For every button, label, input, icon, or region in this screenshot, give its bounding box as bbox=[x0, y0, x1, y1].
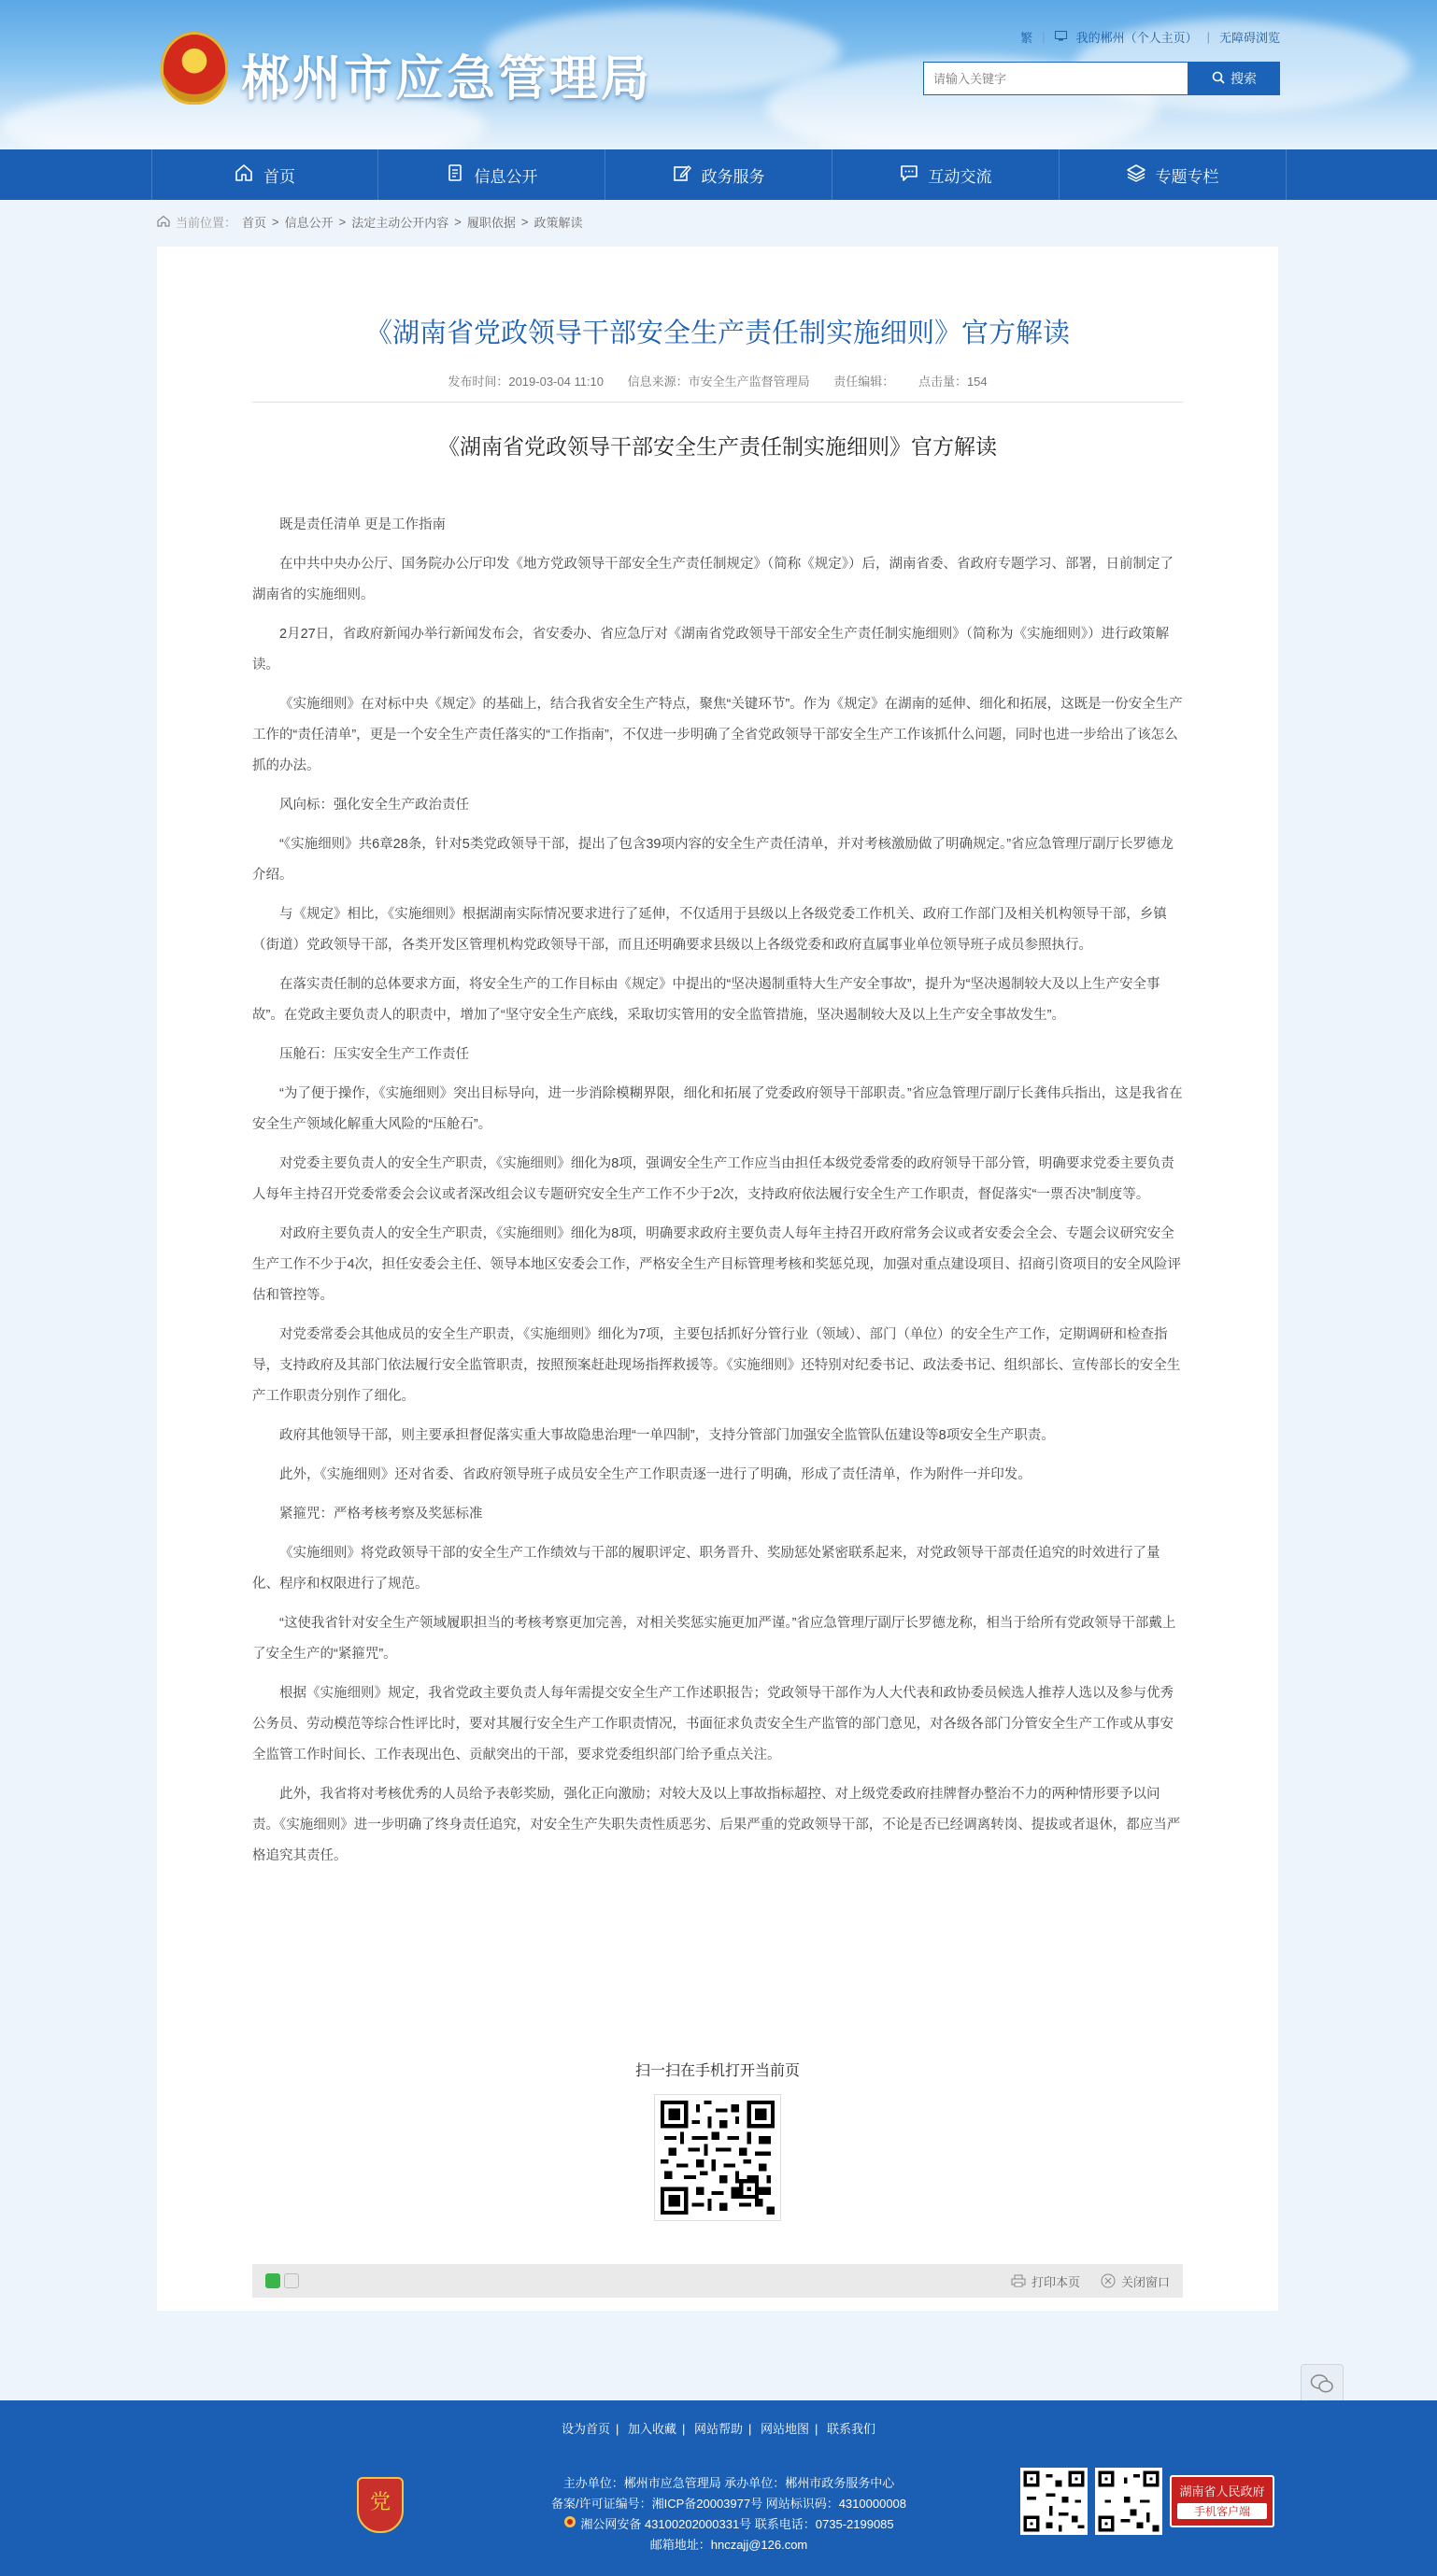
article-paragraph: 2月27日，省政府新闻办举行新闻发布会，省安委办、省应急厅对《湖南省党政领导干部安全生产责任制实施细则》（简称为《实施细则》）进行政策解读。 bbox=[252, 627, 1170, 672]
qr-area bbox=[157, 2059, 1278, 2220]
breadcrumb-separator: > bbox=[338, 215, 347, 229]
weibo-share-icon[interactable] bbox=[284, 2273, 299, 2288]
footer-email: 邮箱地址：hnczajj@126.com bbox=[649, 2538, 808, 2552]
article-paragraph: 根据《实施细则》规定，我省党政主要负责人每年需提交安全生产工作述职报告；党政领导干部作为人大代表和政协委员候选人推荐人选以及参与优秀公务员、劳动模范等综合性评比时，要对其履行安全生产工作职责情况，书面征求负责安全生产监管的部门意见，对各级各部门分管安全生产工作或从事安全监管工作时间长、工作表现出色、贡献突出的干部，要求党委组织部门给予重点关注。 bbox=[252, 1686, 1174, 1762]
title-divider bbox=[252, 402, 1183, 403]
article-paragraph: 压舱石：压实安全生产工作责任 bbox=[279, 1047, 469, 1062]
article-paragraph: 对政府主要负责人的安全生产职责，《实施细则》细化为8项，明确要求政府主要负责人每年主持召开政府常务会议或者安委会全会、专题会议研究安全生产工作不少于4次，担任安委会主任、领导本地区安委会工作，严格安全生产目标管理考核和奖惩兑现，加强对重点建设项目、招商引资项目的安全风险评估和管控等。 bbox=[252, 1226, 1182, 1303]
article-paragraph: 既是责任清单 更是工作指南 bbox=[279, 517, 447, 532]
search-box bbox=[923, 62, 1280, 95]
article-paragraph: “《实施细则》共6章28条，针对5类党政领导干部，提出了包含39项内容的安全生产责任清单，并对考核激励做了明确规定。”省应急管理厅副厅长罗德龙介绍。 bbox=[252, 837, 1174, 883]
accessibility-link[interactable]: 无障碍浏览 bbox=[1218, 31, 1280, 45]
party-gov-badge[interactable]: 党 bbox=[357, 2477, 404, 2533]
article-paragraph: “这使我省针对安全生产领域履职担当的考核考察更加完善，对相关奖惩实施更加严谨。”省应急管理厅副厅长罗德龙称，相当于给所有党政领导干部戴上了安全生产的“紧箍咒”。 bbox=[252, 1616, 1176, 1662]
home-icon bbox=[234, 163, 254, 188]
close-icon bbox=[1101, 2273, 1116, 2288]
footer-link-favorite[interactable]: 加入收藏 bbox=[627, 2422, 676, 2436]
nav-item-label: 信息公开 bbox=[474, 167, 538, 186]
article-paragraph: 在落实责任制的总体要求方面，将安全生产的工作目标由《规定》中提出的“坚决遏制重特大生产安全事故”，提升为“坚决遏制较大及以上生产安全事故”。在党政主要负责人的职责中，增加了“坚守安全生产底线，采取切实管用的安全监管措施，坚决遏制较大及以上生产安全事故发生”。 bbox=[252, 977, 1160, 1023]
share-bar bbox=[252, 2264, 1183, 2298]
layers-icon bbox=[1126, 163, 1146, 188]
footer-qr-code bbox=[1095, 2468, 1162, 2535]
home-icon bbox=[157, 215, 170, 230]
article-paragraph: 紧箍咒：严格考核考察及奖惩标准 bbox=[279, 1507, 483, 1522]
national-emblem-logo[interactable]: ★ bbox=[161, 32, 228, 105]
breadcrumb-link[interactable]: 政策解读 bbox=[534, 216, 583, 230]
article-paragraph: 与《规定》相比，《实施细则》根据湖南实际情况要求进行了延伸，不仅适用于县级以上各级党委工作机关、政府工作部门及相关机构领导干部，乡镇（街道）党政领导干部，各类开发区管理机构党政领导干部，而且还明确要求县级以上各级党委和政府直属事业单位领导班子成员参照执行。 bbox=[252, 907, 1167, 953]
breadcrumb-link[interactable]: 履职依据 bbox=[466, 216, 516, 230]
search-button[interactable] bbox=[1188, 62, 1280, 95]
separator: | bbox=[1042, 30, 1046, 44]
nav-item-label: 首页 bbox=[263, 167, 295, 186]
monitor-icon bbox=[1055, 30, 1067, 44]
top-links bbox=[1020, 28, 1280, 46]
site-header bbox=[0, 0, 1437, 149]
search-input[interactable] bbox=[923, 62, 1188, 95]
nav-item-info-disclosure[interactable] bbox=[378, 149, 605, 200]
nav-item-interaction[interactable] bbox=[832, 149, 1060, 200]
article-paragraph: 在中共中央办公厅、国务院办公厅印发《地方党政领导干部安全生产责任制规定》（简称《规定》）后，湖南省委、省政府专题学习、部署，日前制定了湖南省的实施细则。 bbox=[252, 557, 1174, 602]
wechat-icon bbox=[1310, 2373, 1334, 2399]
article-paragraph: 《实施细则》在对标中央《规定》的基础上，结合我省安全生产特点，聚焦“关键环节”。作为《规定》在湖南的延伸、细化和拓展，这既是一份安全生产工作的“责任清单”，更是一个安全生产责任落实的“工作指南”，不仅进一步明确了全省党政领导干部安全生产工作该抓什么问题，同时也进一步给出了该怎么抓的办法。 bbox=[252, 697, 1183, 773]
footer-police-text: 湘公网安备 43100202000331号 联系电话：0735-2199085 bbox=[580, 2517, 894, 2531]
gov-badge-sub: 手机客户端 bbox=[1177, 2503, 1267, 2519]
search-icon bbox=[1212, 71, 1225, 87]
article-body bbox=[252, 510, 1183, 1880]
article-meta bbox=[157, 372, 1278, 389]
nav-item-label: 专题专栏 bbox=[1155, 167, 1219, 186]
search-button-label: 搜索 bbox=[1231, 71, 1257, 86]
hunan-gov-mobile-client-badge[interactable] bbox=[1170, 2475, 1274, 2527]
info-source: 信息来源：市安全生产监督管理局 bbox=[627, 375, 810, 389]
chat-icon bbox=[899, 163, 919, 188]
edit-icon bbox=[672, 163, 692, 188]
footer-police bbox=[505, 2514, 953, 2535]
breadcrumb-link[interactable]: 首页 bbox=[242, 216, 267, 230]
publish-time: 发布时间：2019-03-04 11:10 bbox=[448, 375, 605, 389]
print-label: 打印本页 bbox=[1031, 2274, 1080, 2289]
article-paragraph: 对党委主要负责人的安全生产职责，《实施细则》细化为8项，强调安全生产工作应当由担任本级党委常委的政府领导干部分管，明确要求党委主要负责人每年主持召开党委常委会会议或者深改组会议专题研究安全生产工作不少于2次，支持政府依法履行安全生产工作职责，督促落实“一票否决”制度等。 bbox=[252, 1156, 1174, 1202]
breadcrumb-link[interactable]: 法定主动公开内容 bbox=[351, 216, 449, 230]
article-paragraph: 政府其他领导干部，则主要承担督促落实重大事故隐患治理“一单四制”，支持分管部门加强安全监管队伍建设等8项安全生产职责。 bbox=[279, 1428, 1055, 1443]
qr-label: 扫一扫在手机打开当前页 bbox=[634, 2063, 800, 2079]
breadcrumb-link[interactable]: 信息公开 bbox=[284, 216, 334, 230]
breadcrumb-separator: > bbox=[520, 215, 529, 229]
article-paragraph: 风向标：强化安全生产政治责任 bbox=[279, 798, 469, 813]
article-paragraph: 《实施细则》将党政领导干部的安全生产工作绩效与干部的履职评定、职务晋升、奖励惩处紧密联系起来，对党政领导干部责任追究的时效进行了量化、程序和权限进行了规范。 bbox=[252, 1546, 1160, 1592]
hit-count: 点击量：154 bbox=[918, 375, 988, 389]
site-title[interactable]: 郴州市应急管理局 bbox=[241, 51, 653, 107]
footer-link-contact[interactable]: 联系我们 bbox=[827, 2422, 876, 2436]
footer-host: 主办单位：郴州市应急管理局 承办单位：郴州市政务服务中心 bbox=[562, 2476, 895, 2490]
traditional-chinese-link[interactable]: 繁 bbox=[1020, 31, 1033, 45]
article-paragraph: 此外，我省将对考核优秀的人员给予表彰奖励，强化正向激励；对较大及以上事故指标超控、对上级党委政府挂牌督办整治不力的两种情形要予以问责。《实施细则》进一步明确了终身责任追究，对安全生产失职失责性质恶劣、后果严重的党政领导干部，不论是否已经调离转岗、提拔或者退休，都应当严格追究其责任。 bbox=[252, 1787, 1181, 1863]
article-paragraph: 此外，《实施细则》还对省委、省政府领导班子成员安全生产工作职责逐一进行了明确，形成了责任清单，作为附件一并印发。 bbox=[279, 1467, 1032, 1482]
footer-links: 设为首页 | 加入收藏 | 网站帮助 | 网站地图 | 联系我们 bbox=[561, 2422, 876, 2436]
breadcrumb-prefix: 当前位置： bbox=[176, 216, 237, 230]
footer-link-sitemap[interactable]: 网站地图 bbox=[761, 2422, 810, 2436]
article-subtitle: 《湖南省党政领导干部安全生产责任制实施细则》官方解读 bbox=[438, 435, 997, 460]
breadcrumb bbox=[157, 213, 582, 231]
footer-link-set-home[interactable]: 设为首页 bbox=[561, 2422, 610, 2436]
nav-item-label: 互动交流 bbox=[928, 167, 992, 186]
article-title: 《湖南省党政领导干部安全生产责任制实施细则》官方解读 bbox=[364, 317, 1070, 348]
footer-info bbox=[505, 2473, 953, 2555]
print-button[interactable] bbox=[1011, 2272, 1080, 2290]
editor: 责任编辑： bbox=[833, 375, 895, 389]
page-qr-code bbox=[655, 2095, 780, 2220]
printer-icon bbox=[1011, 2274, 1026, 2287]
article-card bbox=[157, 247, 1278, 2311]
my-chenzhou-link[interactable]: 我的郴州（个人主页） bbox=[1075, 31, 1198, 45]
separator: | bbox=[1206, 30, 1210, 44]
share-icons bbox=[265, 2273, 299, 2288]
breadcrumb-separator: > bbox=[454, 215, 462, 229]
breadcrumb-separator: > bbox=[272, 215, 279, 229]
footer-link-help[interactable]: 网站帮助 bbox=[693, 2422, 743, 2436]
nav-item-home[interactable] bbox=[151, 149, 378, 200]
nav-item-gov-services[interactable] bbox=[605, 149, 832, 200]
article-paragraph: “为了便于操作，《实施细则》突出目标导向，进一步消除模糊界限，细化和拓展了党委政府领导干部职责。”省应急管理厅副厅长龚伟兵指出，这是我省在安全生产领域化解重大风险的“压舱石”。 bbox=[252, 1086, 1183, 1132]
main-nav bbox=[0, 149, 1437, 200]
nav-item-label: 政务服务 bbox=[701, 167, 765, 186]
gov-badge-title: 湖南省人民政府 bbox=[1179, 2484, 1265, 2498]
footer-icp: 备案/许可证编号：湘ICP备20003977号 网站标识码：4310000008 bbox=[550, 2497, 907, 2511]
document-icon bbox=[445, 163, 465, 188]
article-paragraph: 对党委常委会其他成员的安全生产职责，《实施细则》细化为7项，主要包括抓好分管行业（领域）、部门（单位）的安全生产工作，定期调研和检查指导，支持政府及其部门依法履行安全监管职责，按照预案赶赴现场指挥救援等。《实施细则》还特别对纪委书记、政法委书记、组织部长、宣传部长的安全生产工作职责分别作了细化。 bbox=[252, 1327, 1181, 1404]
close-window-button[interactable] bbox=[1101, 2272, 1170, 2290]
site-footer bbox=[0, 2400, 1437, 2576]
nav-item-special-topics[interactable] bbox=[1060, 149, 1287, 200]
wechat-share-icon[interactable] bbox=[265, 2273, 280, 2288]
page-actions bbox=[1011, 2272, 1170, 2290]
footer-qr-code bbox=[1020, 2468, 1088, 2535]
police-badge-icon bbox=[563, 2514, 576, 2535]
close-label: 关闭窗口 bbox=[1120, 2274, 1170, 2289]
